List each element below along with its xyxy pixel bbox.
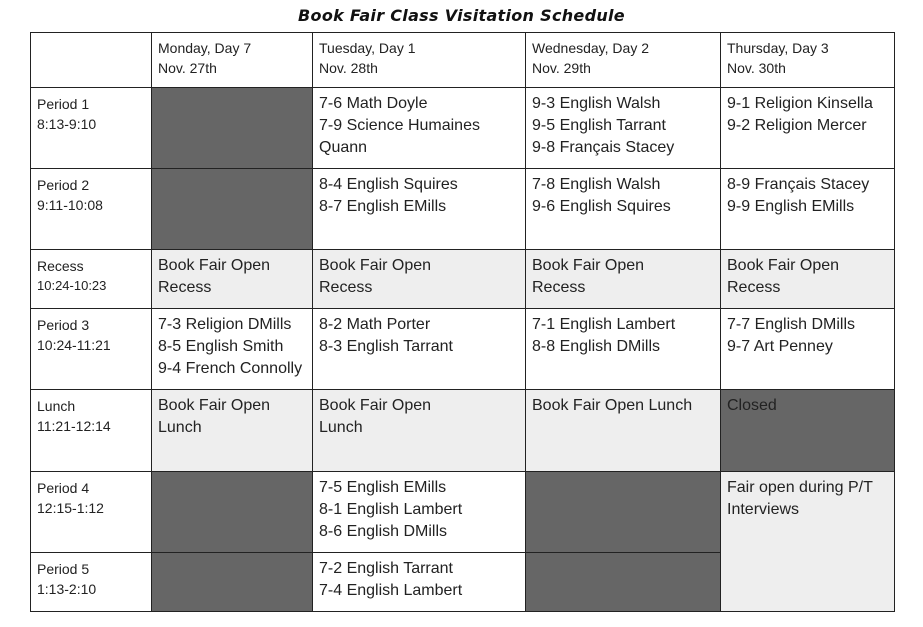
schedule-cell <box>526 309 721 390</box>
fair-open-cell <box>152 390 313 472</box>
period-time: 10:24-11:21 <box>37 337 111 353</box>
day-name: Tuesday, Day 1 <box>319 40 416 56</box>
schedule-cell <box>721 88 895 169</box>
schedule-cell <box>526 169 721 250</box>
row-period-2 <box>31 169 895 250</box>
schedule-cell <box>313 88 526 169</box>
class-entry: Quann <box>319 139 368 156</box>
schedule-cell <box>313 309 526 390</box>
class-entry: 7-5 English EMills <box>319 479 447 496</box>
fair-open-cell <box>152 250 313 309</box>
period-name: Period 2 <box>37 177 90 193</box>
cell-text: Book Fair Open <box>158 397 271 414</box>
period-label <box>31 88 152 169</box>
schedule-cell <box>313 169 526 250</box>
day-header-wednesday <box>526 33 721 88</box>
fair-open-cell <box>313 250 526 309</box>
cell-text: Recess <box>158 279 212 296</box>
corner-cell <box>31 33 152 88</box>
day-date: Nov. 28th <box>319 60 378 76</box>
class-entry: 9-1 Religion Kinsella <box>727 95 873 112</box>
class-entry: 7-6 Math Doyle <box>319 95 428 112</box>
cell-text: Recess <box>532 279 586 296</box>
period-name: Period 5 <box>37 561 90 577</box>
unavailable-cell <box>152 553 313 612</box>
class-entry: 8-1 English Lambert <box>319 501 463 518</box>
cell-text: Fair open during P/T <box>727 479 873 496</box>
day-name: Thursday, Day 3 <box>727 40 829 56</box>
class-entry: 9-9 English EMills <box>727 198 855 215</box>
schedule-table <box>30 32 895 612</box>
class-entry: 7-2 English Tarrant <box>319 560 453 577</box>
closed-cell <box>721 390 895 472</box>
period-name: Period 3 <box>37 317 90 333</box>
day-date: Nov. 27th <box>158 60 217 76</box>
class-entry: 8-5 English Smith <box>158 338 284 355</box>
day-header-tuesday <box>313 33 526 88</box>
class-entry: 9-3 English Walsh <box>532 95 661 112</box>
period-time: 8:13-9:10 <box>37 116 97 132</box>
cell-text: Lunch <box>319 419 363 436</box>
period-time: 1:13-2:10 <box>37 581 97 597</box>
unavailable-cell <box>526 553 721 612</box>
day-header-monday <box>152 33 313 88</box>
row-period-4 <box>31 472 895 553</box>
cell-text: Book Fair Open <box>319 257 432 274</box>
fair-open-cell <box>313 390 526 472</box>
header-row <box>31 33 895 88</box>
class-entry: 7-8 English Walsh <box>532 176 661 193</box>
schedule-cell <box>721 309 895 390</box>
cell-text: Recess <box>319 279 373 296</box>
cell-text: Book Fair Open Lunch <box>532 397 693 414</box>
schedule-cell <box>313 472 526 553</box>
period-label <box>31 553 152 612</box>
schedule-cell <box>152 309 313 390</box>
period-label <box>31 309 152 390</box>
class-entry: 9-5 English Tarrant <box>532 117 666 134</box>
class-entry: 8-7 English EMills <box>319 198 447 215</box>
schedule-cell <box>313 553 526 612</box>
class-entry: 9-7 Art Penney <box>727 338 833 355</box>
fair-open-interviews-cell <box>721 472 895 612</box>
period-name: Recess <box>37 258 84 274</box>
class-entry: 8-3 English Tarrant <box>319 338 453 355</box>
class-entry: 8-2 Math Porter <box>319 316 431 333</box>
row-period-1 <box>31 88 895 169</box>
class-entry: 7-1 English Lambert <box>532 316 676 333</box>
period-time: 10:24-10:23 <box>37 278 107 293</box>
class-entry: 7-4 English Lambert <box>319 582 463 599</box>
day-date: Nov. 30th <box>727 60 786 76</box>
day-name: Wednesday, Day 2 <box>532 40 649 56</box>
schedule-cell <box>526 88 721 169</box>
unavailable-cell <box>152 88 313 169</box>
cell-text: Lunch <box>158 419 202 436</box>
day-name: Monday, Day 7 <box>158 40 252 56</box>
class-entry: 7-3 Religion DMills <box>158 316 292 333</box>
row-period-3 <box>31 309 895 390</box>
period-name: Period 1 <box>37 96 90 112</box>
schedule-cell <box>721 169 895 250</box>
period-label <box>31 169 152 250</box>
fair-open-cell <box>526 390 721 472</box>
class-entry: 8-6 English DMills <box>319 523 448 540</box>
unavailable-cell <box>152 472 313 553</box>
day-date: Nov. 29th <box>532 60 591 76</box>
cell-text: Book Fair Open <box>727 257 840 274</box>
cell-text: Interviews <box>727 501 800 518</box>
class-entry: 8-4 English Squires <box>319 176 458 193</box>
period-label <box>31 390 152 472</box>
class-entry: 8-9 Français Stacey <box>727 176 870 193</box>
unavailable-cell <box>526 472 721 553</box>
class-entry: 9-2 Religion Mercer <box>727 117 867 134</box>
cell-text: Book Fair Open <box>532 257 645 274</box>
period-name: Period 4 <box>37 480 90 496</box>
row-lunch <box>31 390 895 472</box>
class-entry: 7-9 Science Humaines <box>319 117 480 134</box>
closed-text: Closed <box>727 397 777 414</box>
cell-text: Recess <box>727 279 781 296</box>
period-time: 11:21-12:14 <box>37 418 111 434</box>
class-entry: 9-6 English Squires <box>532 198 671 215</box>
fair-open-cell <box>526 250 721 309</box>
period-label <box>31 472 152 553</box>
period-label <box>31 250 152 309</box>
schedule-title: Book Fair Class Visitation Schedule <box>298 6 625 25</box>
unavailable-cell <box>152 169 313 250</box>
class-entry: 9-8 Français Stacey <box>532 139 675 156</box>
class-entry: 7-7 English DMills <box>727 316 856 333</box>
cell-text: Book Fair Open <box>158 257 271 274</box>
class-entry: 8-8 English DMills <box>532 338 661 355</box>
class-entry: 9-4 French Connolly <box>158 360 303 377</box>
period-name: Lunch <box>37 398 76 414</box>
period-time: 12:15-1:12 <box>37 500 104 516</box>
fair-open-cell <box>721 250 895 309</box>
period-time: 9:11-10:08 <box>37 197 103 213</box>
day-header-thursday <box>721 33 895 88</box>
cell-text: Book Fair Open <box>319 397 432 414</box>
row-recess <box>31 250 895 309</box>
